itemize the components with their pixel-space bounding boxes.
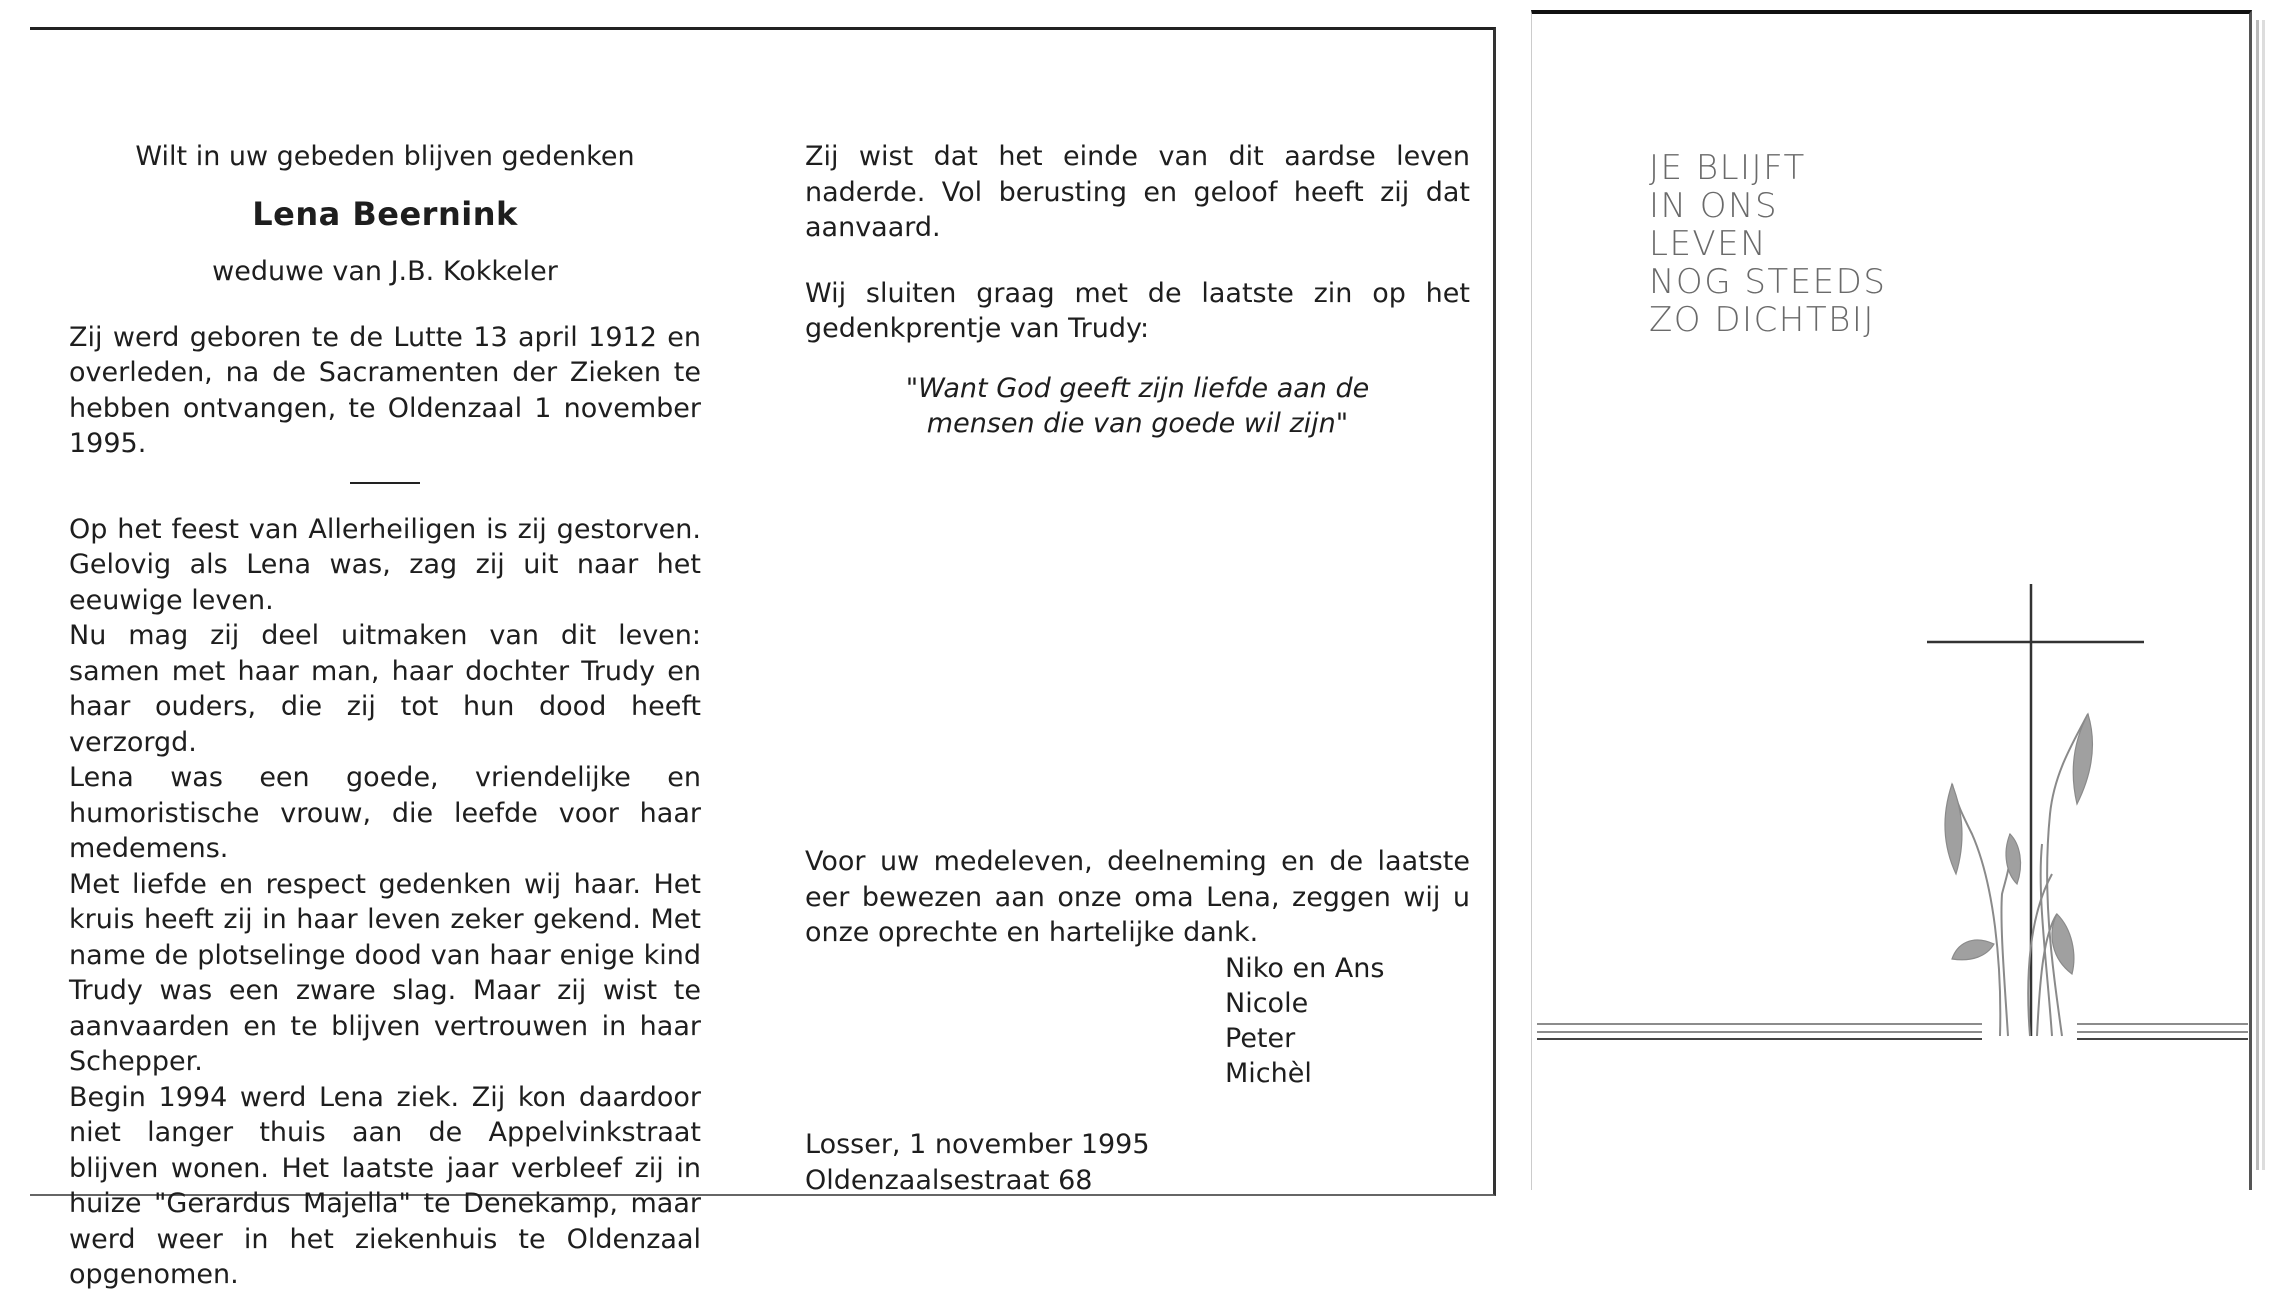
memorial-card-inside [30,27,1496,1290]
card-edge-shadow [2256,20,2259,1170]
verse-line: ZO DICHTBIJ [1649,300,1875,340]
paragraph-1: Op het feest van Allerheiligen is zij gestorven. Gelovig als Lena was, zag zij uit naar het eeuwige leven. [69,513,701,616]
verse-line: JE BLIJFT [1649,148,1806,188]
verse-line: LEVEN [1649,224,1768,264]
paragraph-4: Met liefde en respect gedenken wij haar. Het kruis heeft zij in haar leven zeker gekend. Met name de plotselinge dood van haar enige kind Trudy was een zware slag. Maar zij wist te aanvaarden en te blijven vertrouwen in haar Schepper. [69,868,701,1077]
thanks-block [805,844,1470,1091]
thanks-paragraph: Voor uw medeleven, deelneming en de laatste eer bewezen aan onze oma Lena, zeggen wij u onze oprechte en hartelijke dank. [805,846,1470,948]
right-paragraph-1: Zij wist dat het einde van dit aardse leven naderde. Vol berusting en geloof heeft zij dat aanvaard. [805,141,1470,243]
signer: Peter [1225,1022,1296,1054]
paragraph-5: Begin 1994 werd Lena ziek. Zij kon daardoor niet langer thuis aan de Appelvinkstraat blijven wonen. Het laatste jaar verbleef zij in huize "Gerardus Majella" te Denekamp, maar werd weer in het ziekenhuis te Oldenzaal opgenomen. [69,1081,701,1290]
card-edge-shadow [2262,20,2265,1170]
place-date-block [805,1127,1150,1198]
left-column [69,139,701,1293]
quote-line-2: mensen die van goede wil zijn" [926,408,1349,439]
address: Oldenzaalsestraat 68 [805,1164,1093,1196]
cross-with-wheat-icon [1532,14,2253,1194]
signer: Michèl [1225,1057,1312,1089]
signer: Niko en Ans [1225,952,1385,984]
paragraph-3: Lena was een goede, vriendelijke en humoristische vrouw, die leefde voor haar medemens. [69,762,701,864]
memorial-card-front [1531,10,2252,1190]
intro-line: Wilt in uw gebeden blijven gedenken [135,141,635,172]
signer: Nicole [1225,987,1309,1019]
section-divider [350,482,420,484]
deceased-name: Lena Beernink [252,194,518,233]
right-paragraph-2: Wij sluiten graag met de laatste zin op het gedenkprentje van Trudy: [805,277,1470,344]
place-date: Losser, 1 november 1995 [805,1129,1150,1160]
birth-death-paragraph: Zij werd geboren te de Lutte 13 april 1912 en overleden, na de Sacramenten der Zieken te hebben ontvangen, te Oldenzaal 1 november 1995. [69,321,701,459]
signers-list [1225,951,1470,1091]
right-column [805,139,1470,1196]
trudy-quote [805,371,1470,442]
widow-of-line: weduwe van J.B. Kokkeler [212,256,558,287]
verse-line: NOG STEEDS [1649,262,1887,302]
paragraph-2: Nu mag zij deel uitmaken van dit leven: samen met haar man, haar dochter Trudy en haar ouders, die zij tot hun dood heeft verzorgd. [69,620,701,758]
quote-line-1: "Want God geeft zijn liefde aan de [905,372,1370,404]
verse-line: IN ONS [1649,186,1779,226]
